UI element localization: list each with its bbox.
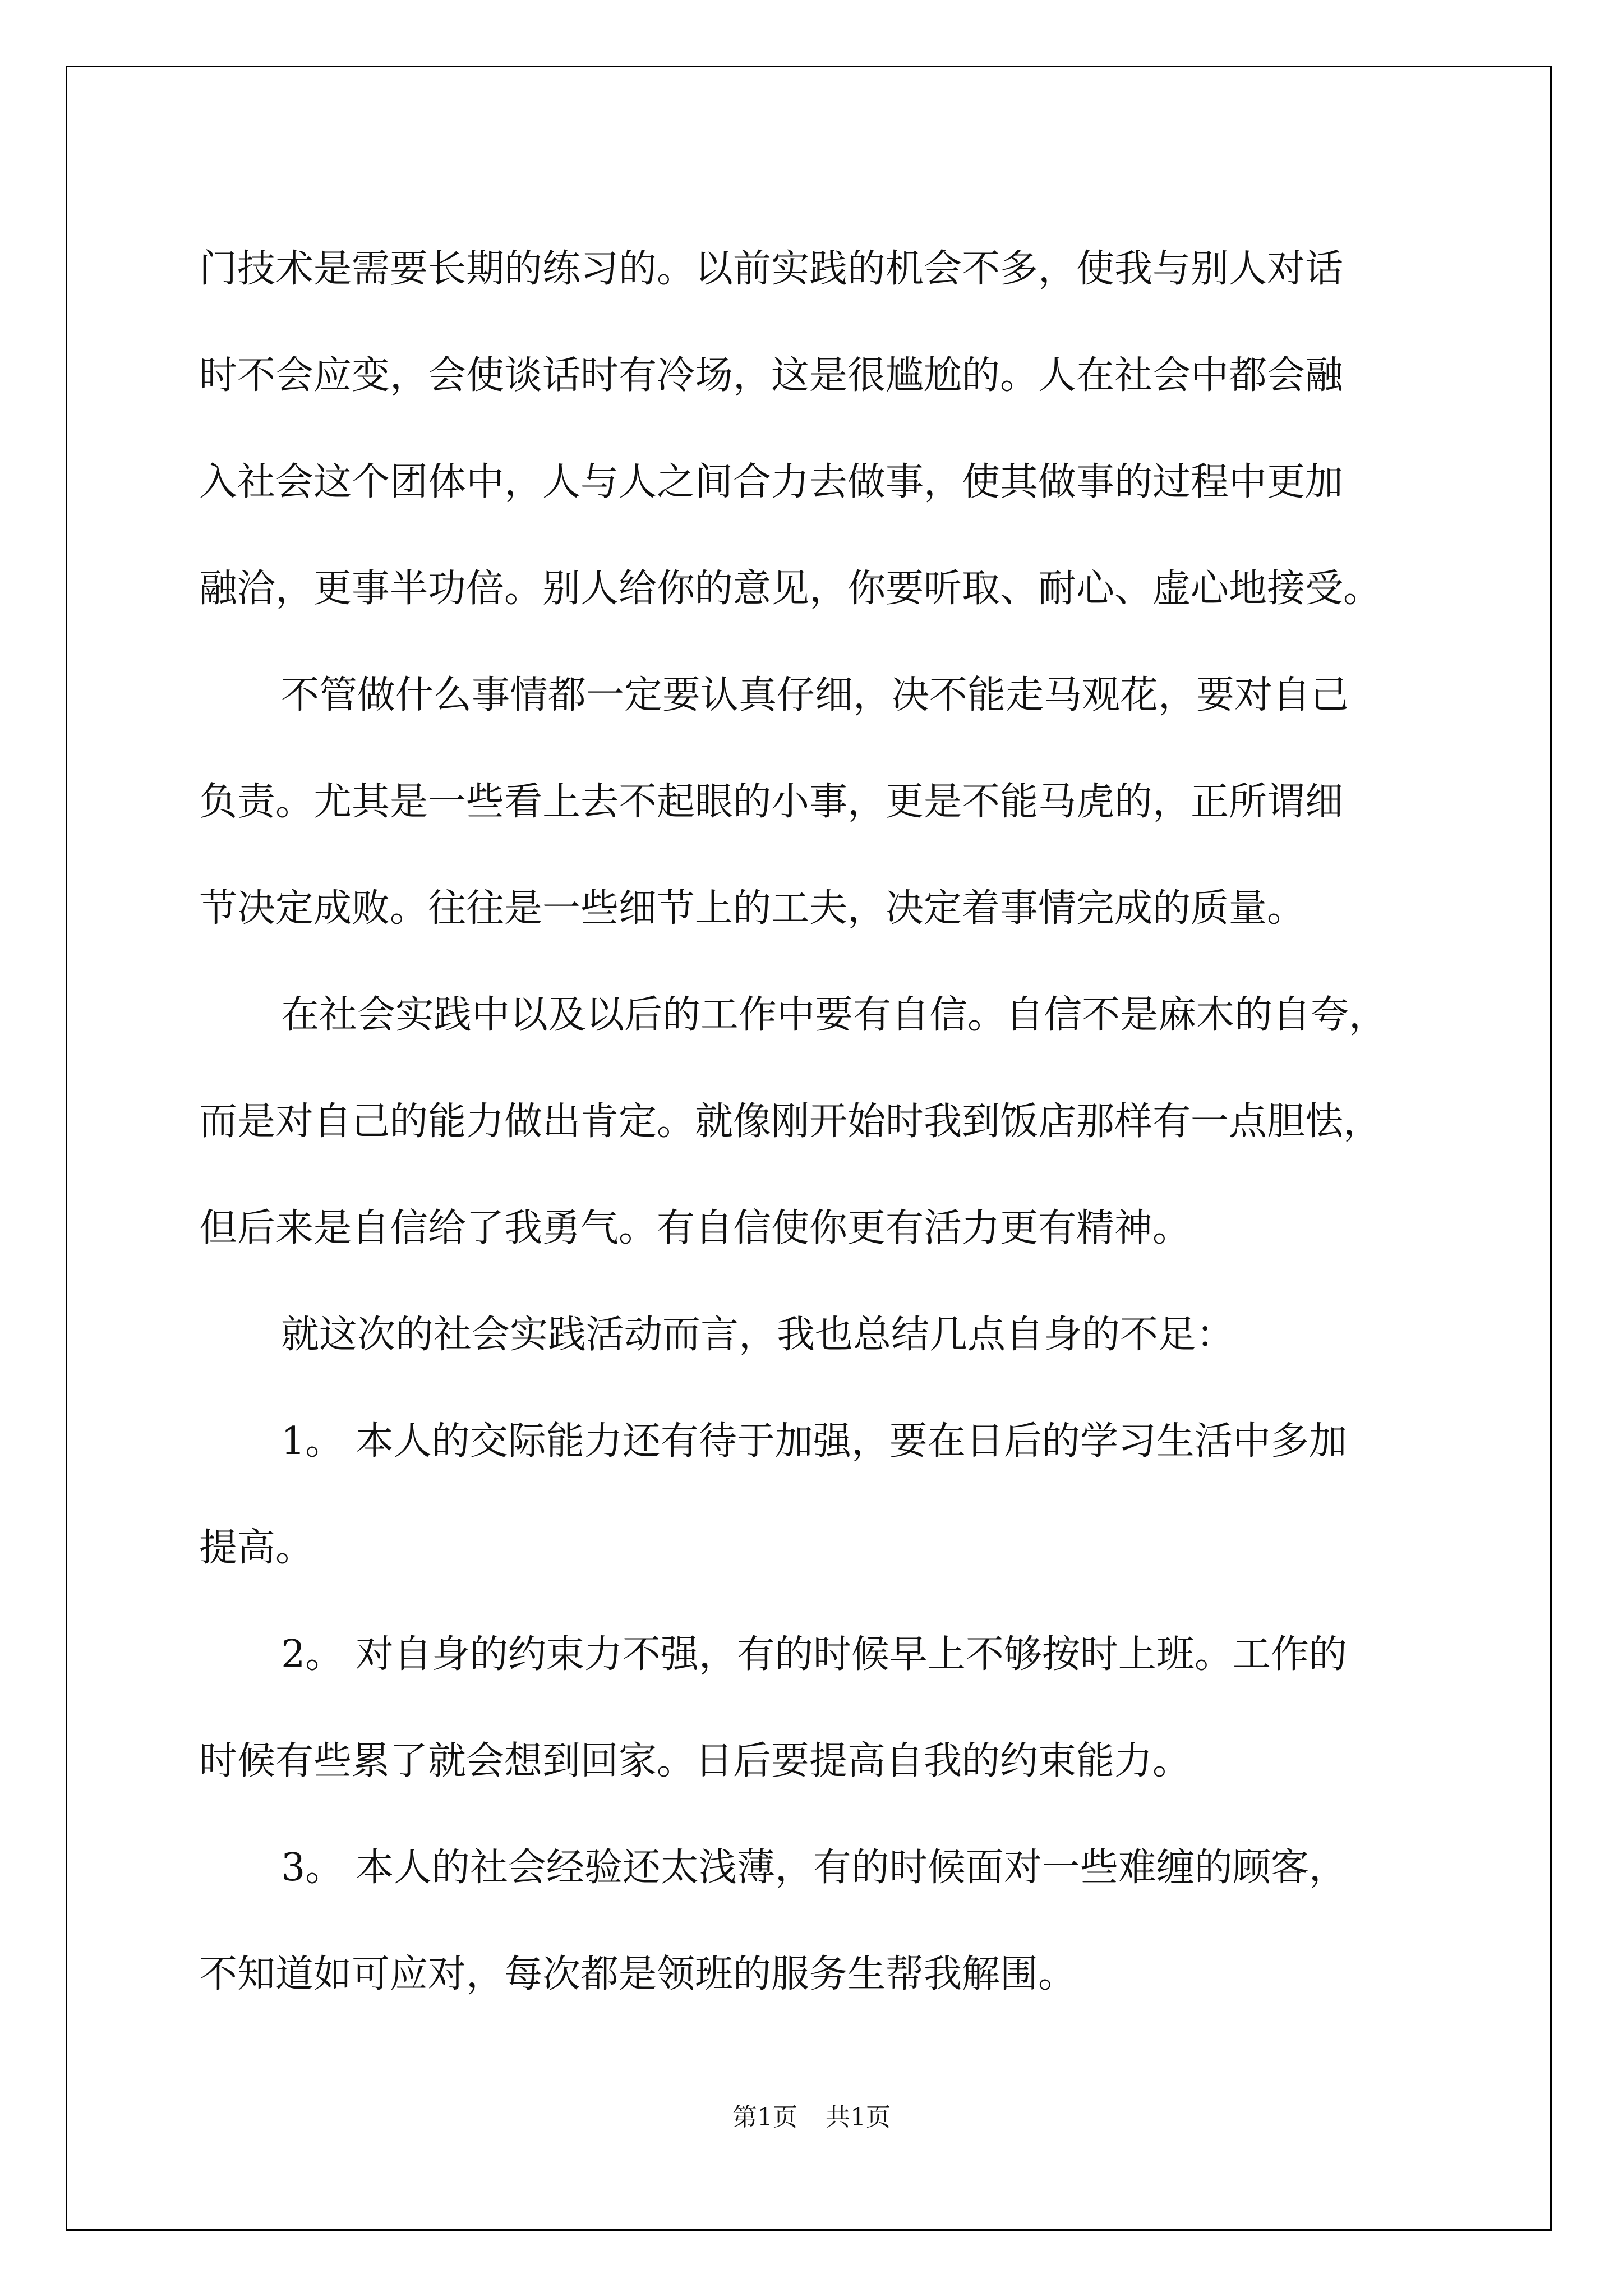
- list-item-text: 提高。: [199, 1526, 314, 1570]
- text-line: 在社会实践中以及以后的工作中要有自信。自信不是麻木的自夸，: [281, 993, 1387, 1037]
- document-body: [199, 216, 1433, 2028]
- text-line: 而是对自己的能力做出肯定。就像刚开始时我到饭店那样有一点胆怯，: [199, 1099, 1382, 1144]
- text-line: 节决定成败。往往是一些细节上的工夫，决定着事情完成的质量。: [199, 886, 1306, 931]
- list-item-text: 1。 本人的交际能力还有待于加强，要在日后的学习生活中多加: [281, 1419, 1347, 1464]
- text-line: 不管做什么事情都一定要认真仔细，决不能走马观花，要对自己: [281, 673, 1349, 717]
- list-item-text: 3。 本人的社会经验还太浅薄，有的时候面对一些难缠的顾客，: [281, 1846, 1347, 1890]
- text-line: 融洽，更事半功倍。别人给你的意见，你要听取、耐心、虚心地接受。: [199, 567, 1382, 611]
- page-count: 共1页: [826, 2103, 891, 2132]
- text-line: 但后来是自信给了我勇气。有自信使你更有活力更有精神。: [199, 1206, 1191, 1250]
- list-item-text: 不知道如可应对，每次都是领班的服务生帮我解围。: [199, 1952, 1077, 1996]
- page-number: 第1页: [732, 2103, 797, 2132]
- list-item-text: 2。 对自身的约束力不强，有的时候早上不够按时上班。工作的: [281, 1632, 1347, 1677]
- list-item-text: 时候有些累了就会想到回家。日后要提高自我的约束能力。: [199, 1739, 1191, 1783]
- page-footer: [0, 2097, 1623, 2133]
- text-line: 时不会应变，会使谈话时有冷场，这是很尴尬的。人在社会中都会融: [199, 353, 1344, 398]
- text-line: 负责。尤其是一些看上去不起眼的小事，更是不能马虎的，正所谓细: [199, 780, 1344, 824]
- text-line: 门技术是需要长期的练习的。以前实践的机会不多，使我与别人对话: [199, 247, 1344, 291]
- text-line: 入社会这个团体中，人与人之间合力去做事，使其做事的过程中更加: [199, 460, 1344, 504]
- text-line: 就这次的社会实践活动而言，我也总结几点自身的不足：: [281, 1313, 1235, 1357]
